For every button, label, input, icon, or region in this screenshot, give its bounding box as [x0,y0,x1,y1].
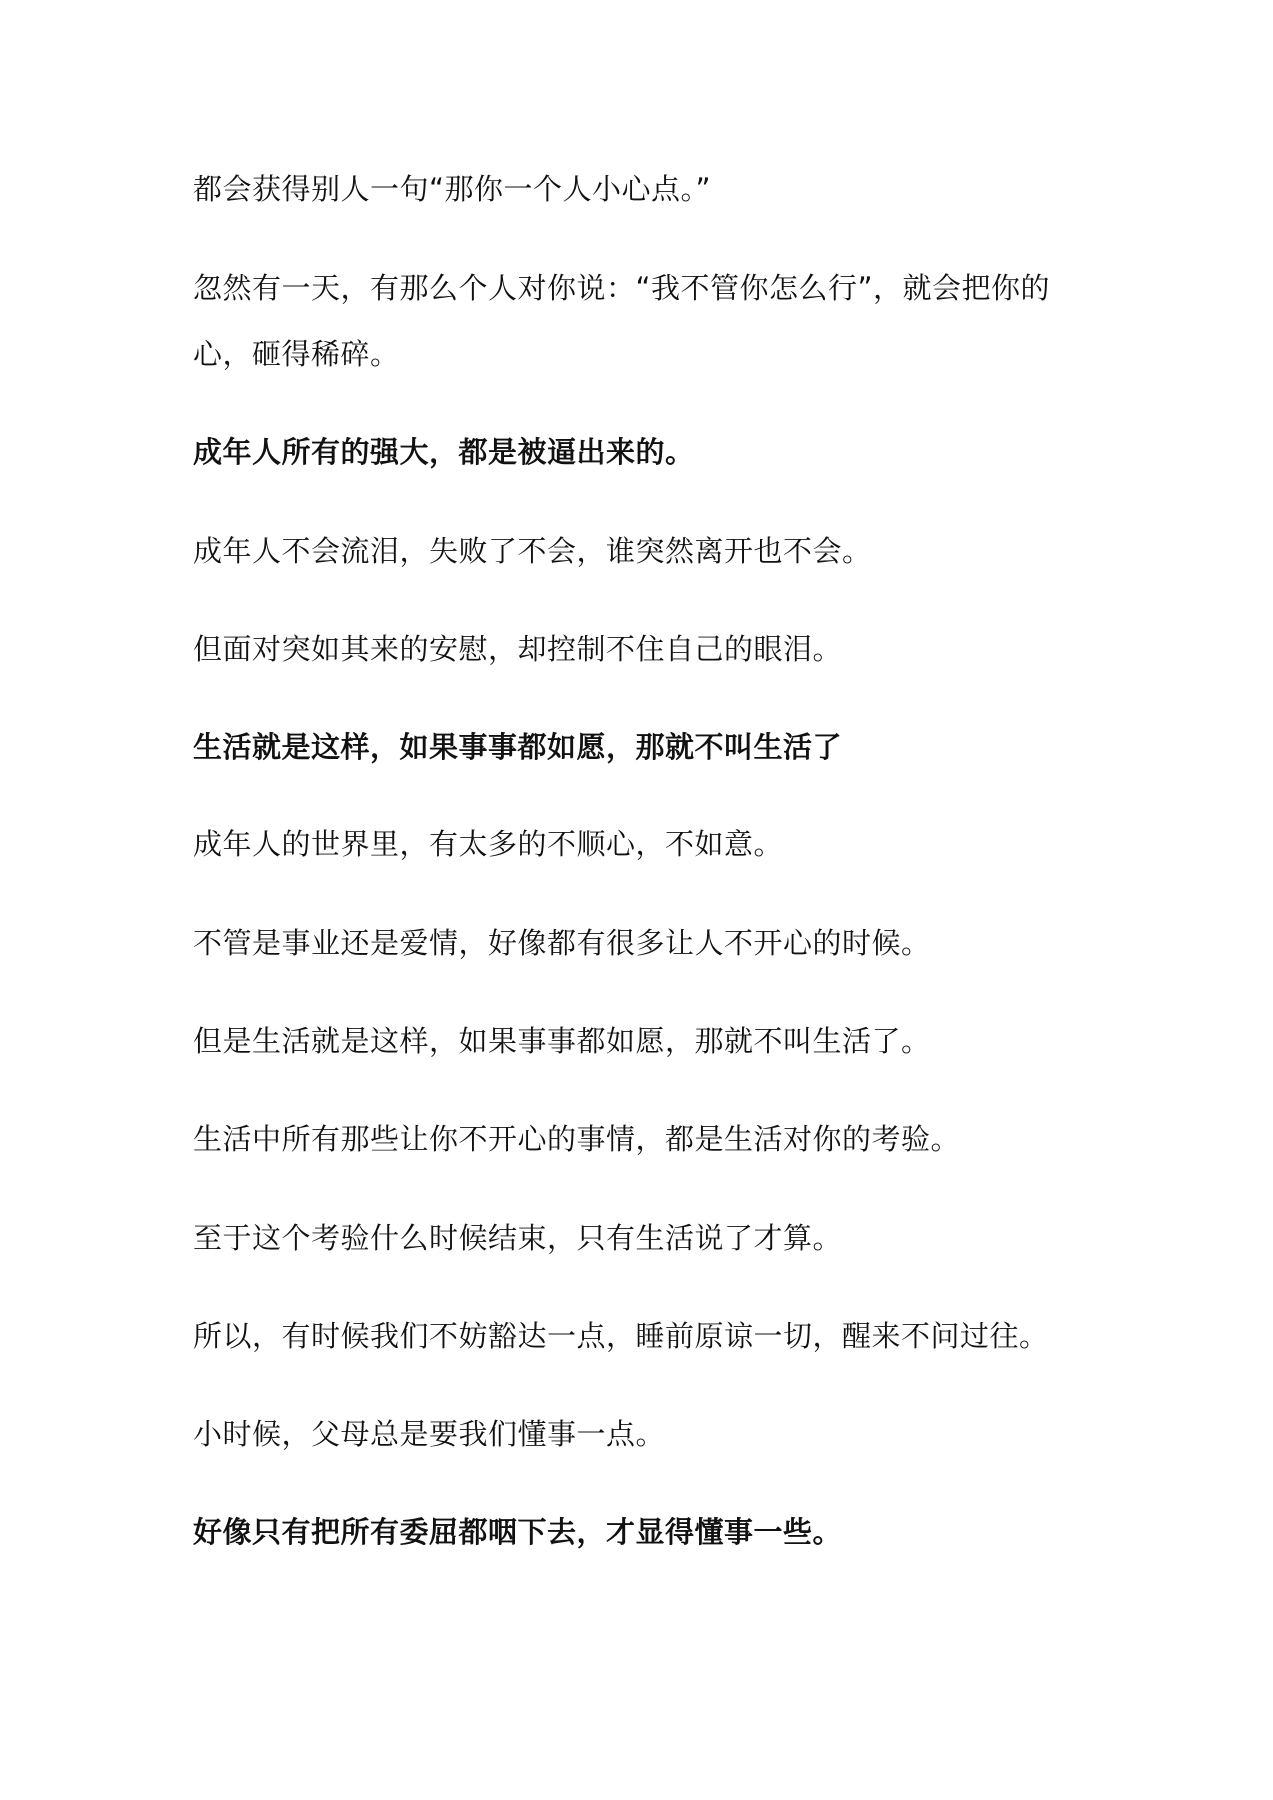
paragraph-10: 生活中所有那些让你不开心的事情，都是生活对你的考验。 [193,1122,961,1156]
paragraph-13: 小时候，父母总是要我们懂事一点。 [193,1417,666,1451]
paragraph-12: 所以，有时候我们不妨豁达一点，睡前原谅一切，醒来不问过往。 [193,1319,1049,1353]
paragraph-4: 成年人不会流泪，失败了不会，谁突然离开也不会。 [193,534,872,568]
paragraph-3-heading: 成年人所有的强大，都是被逼出来的。 [193,435,695,469]
paragraph-9: 但是生活就是这样，如果事事都如愿，那就不叫生活了。 [193,1024,931,1058]
paragraph-1: 都会获得别人一句“那你一个人小心点。” [193,172,712,206]
paragraph-6-heading: 生活就是这样，如果事事都如愿，那就不叫生活了 [193,730,843,764]
paragraph-5: 但面对突如其来的安慰，却控制不住自己的眼泪。 [193,632,843,666]
paragraph-14-heading: 好像只有把所有委屈都咽下去，才显得懂事一些。 [193,1515,843,1549]
paragraph-8: 不管是事业还是爱情，好像都有很多让人不开心的时候。 [193,926,931,960]
paragraph-7: 成年人的世界里，有太多的不顺心，不如意。 [193,827,784,861]
paragraph-11: 至于这个考验什么时候结束，只有生活说了才算。 [193,1221,843,1255]
paragraph-2: 忽然有一天，有那么个人对你说：“我不管你怎么行”，就会把你的心，砸得稀碎。 [193,271,1051,371]
